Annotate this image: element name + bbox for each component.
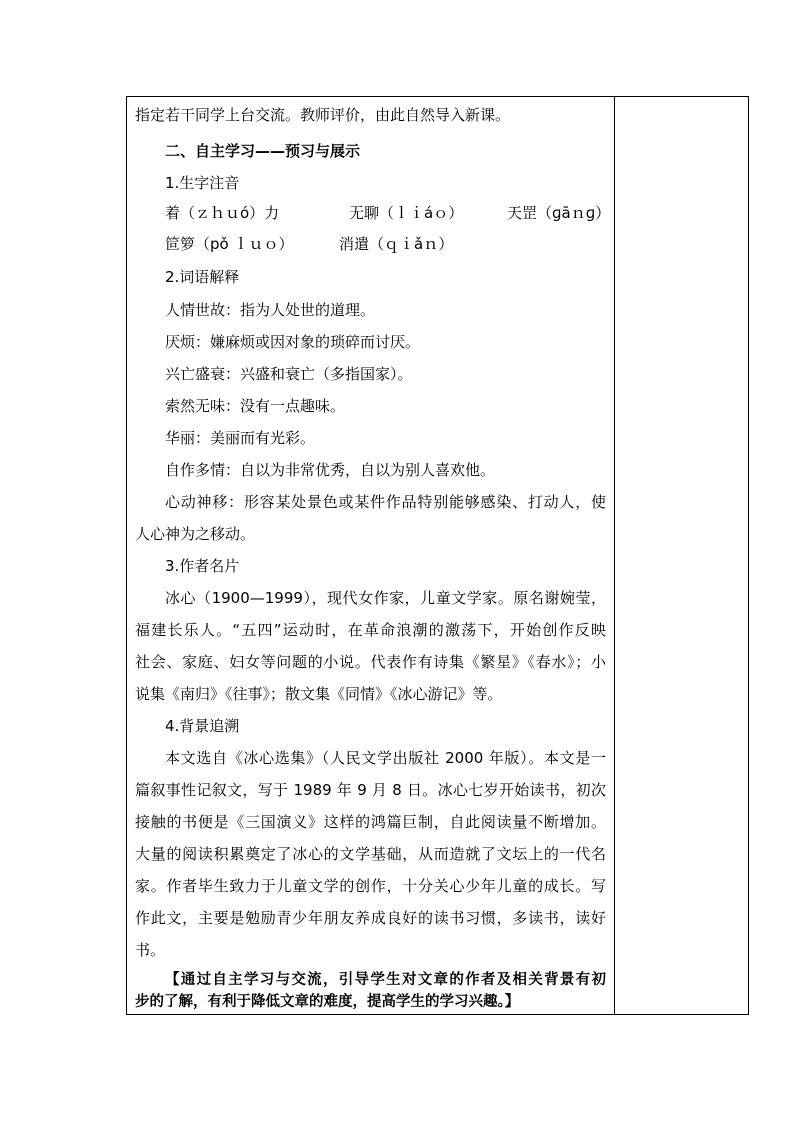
subheading-pronunciation: 1.生字注音 (165, 174, 240, 192)
intro-ending-line: 指定若干同学上台交流。教师评价，由此自然导入新课。 (135, 106, 511, 124)
section-heading-self-study: 二、自主学习——预习与展示 (165, 142, 361, 160)
author-paragraph-line: 说集《南归》《往事》；散文集《同情》《冰心游记》等。 (135, 685, 503, 703)
author-paragraph-line: 福建长乐人。“五四”运动时，在革命浪潮的激荡下，开始创作反映 (135, 621, 606, 639)
author-paragraph-line: 社会、家庭、妇女等问题的小说。代表作有诗集《繁星》《春水》；小 (135, 653, 606, 671)
background-paragraph-line: 篇叙事性记叙文，写于 1989 年 9 月 8 日。冰心七岁开始读书，初次 (135, 781, 606, 799)
background-paragraph-line: 接触的书便是《三国演义》这样的鸿篇巨制，自此阅读量不断增加。 (135, 813, 606, 831)
vocabulary-entry-continued: 人心神为之移动。 (135, 525, 256, 543)
background-paragraph-line: 书。 (135, 941, 166, 959)
vocabulary-entry: 华丽：美丽而有光彩。 (165, 429, 316, 447)
pinyin-row-2 (127, 234, 614, 254)
background-paragraph-line: 大量的阅读积累奠定了冰心的文学基础，从而造就了文坛上的一代名 (135, 845, 606, 863)
vocabulary-entry: 自作多情：自以为非常优秀，自以为别人喜欢他。 (165, 461, 496, 479)
pinyin-item: 无聊（ｌｉáｏ） (349, 204, 464, 222)
design-intent-note: 【通过自主学习与交流，引导学生对文章的作者及相关背景有初 (165, 971, 606, 988)
pinyin-item: 消遣（ｑｉǎｎ） (339, 235, 454, 253)
design-intent-note-continued: 步的了解，有利于降低文章的难度，提高学生的学习兴趣。】 (135, 993, 520, 1010)
subheading-author-card: 3.作者名片 (165, 557, 240, 575)
notes-cell (615, 97, 748, 1014)
pinyin-item: 天罡（ɡāｎɡ） (507, 204, 611, 222)
vocabulary-entry: 人情世故：指为人处世的道理。 (165, 301, 376, 319)
vocabulary-entry: 厌烦：嫌麻烦或因对象的琐碎而讨厌。 (165, 333, 421, 351)
background-paragraph-line: 家。作者毕生致力于儿童文学的创作，十分关心少年儿童的成长。写 (135, 877, 606, 895)
author-paragraph-line: 冰心（1900—1999），现代女作家，儿童文学家。原名谢婉莹， (165, 589, 606, 607)
background-paragraph-line: 作此文，主要是勉励青少年朋友养成良好的读书习惯，多读书，读好 (135, 909, 606, 927)
pinyin-item: 笸箩（pǒ ｌｕｏ） (165, 235, 294, 253)
vocabulary-entry: 索然无味：没有一点趣味。 (165, 397, 346, 415)
subheading-background: 4.背景追溯 (165, 717, 240, 735)
lesson-plan-table (126, 96, 749, 1015)
subheading-vocabulary: 2.词语解释 (165, 268, 240, 286)
content-cell (127, 97, 614, 1014)
pinyin-row-1 (127, 203, 614, 223)
background-paragraph-line: 本文选自《冰心选集》（人民文学出版社 2000 年版）。本文是一 (165, 749, 606, 767)
vocabulary-entry: 兴亡盛衰：兴盛和衰亡（多指国家）。 (165, 365, 413, 383)
vocabulary-entry: 心动神移：形容某处景色或某件作品特别能够感染、打动人，使 (165, 493, 606, 511)
pinyin-item: 着（ｚｈｕó）力 (165, 204, 280, 222)
